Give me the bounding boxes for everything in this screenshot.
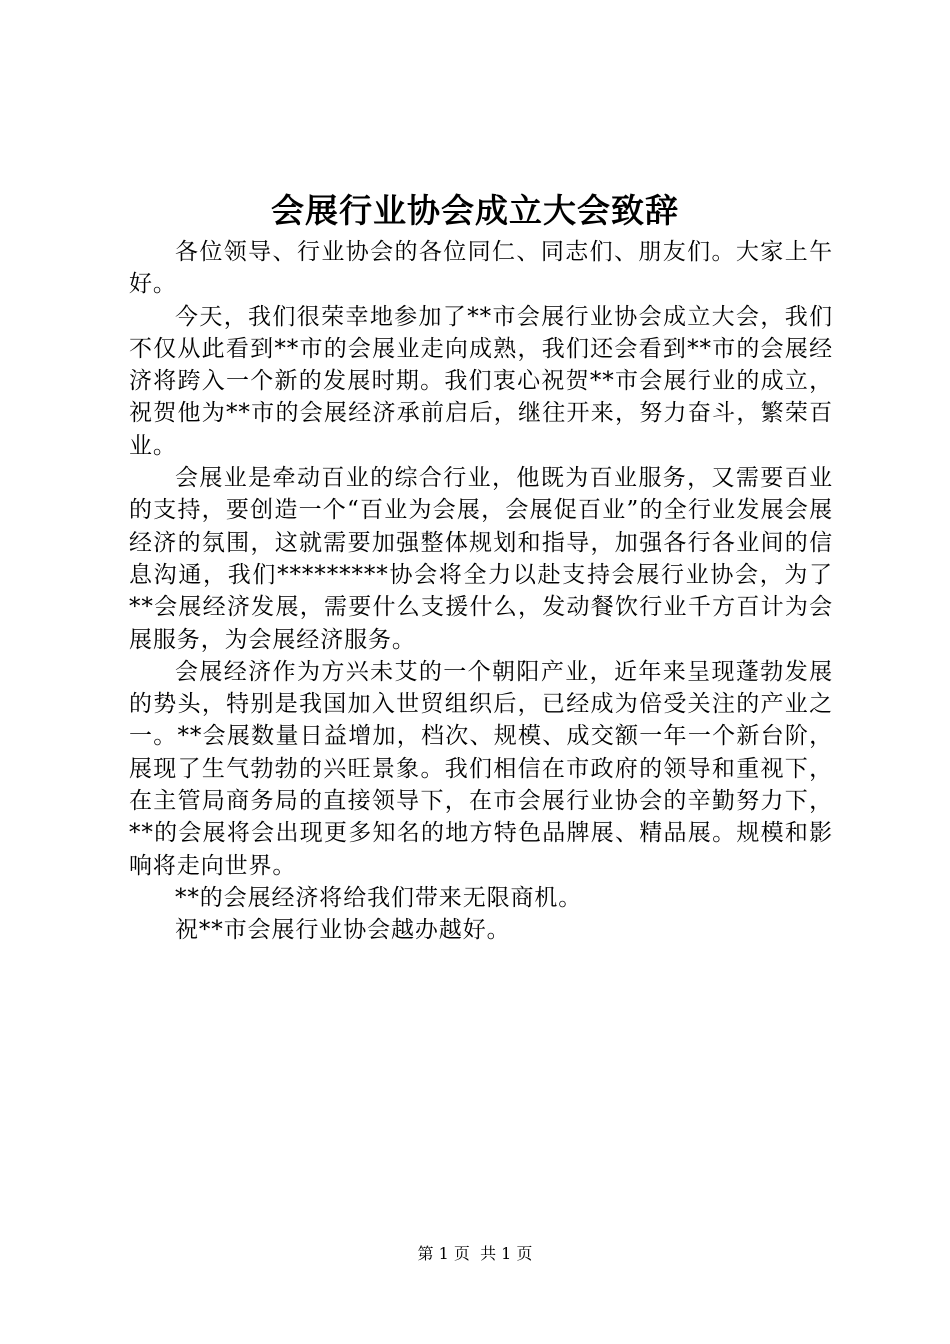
document-body — [129, 236, 833, 947]
page-footer — [0, 1242, 950, 1266]
document-title: 会展行业协会成立大会致辞 — [271, 191, 679, 230]
paragraph-economic-outlook: 会展经济作为方兴未艾的一个朝阳产业，近年来呈现蓬勃发展的势头，特别是我国加入世贸组织后，已经成为倍受关注的产业之一。**会展数量日益增加，档次、规模、成交额一年一个新台阶，展现了生气勃勃的兴旺景象。我们相信在市政府的领导和重视下，在主管局商务局的直接领导下，在市会展行业协会的辛勤努力下，**的会展将会出现更多知名的地方特色品牌展、精品展。规模和影响将走向世界。 — [129, 658, 833, 879]
paragraph-opportunity: **的会展经济将给我们带来无限商机。 — [175, 884, 583, 911]
paragraph-closing-wish: 祝**市会展行业协会越办越好。 — [175, 917, 511, 944]
paragraph-greeting: 各位领导、行业协会的各位同仁、同志们、朋友们。大家上午好。 — [129, 239, 833, 298]
paragraph-congratulations: 今天，我们很荣幸地参加了**市会展行业协会成立大会，我们不仅从此看到**市的会展业走向成熟，我们还会看到**市的会展经济将跨入一个新的发展时期。我们衷心祝贺**市会展行业的成立，祝贺他为**市的会展经济承前启后，继往开来，努力奋斗，繁荣百业。 — [129, 303, 833, 459]
page-number-label: 第 1 页 共 1 页 — [417, 1244, 533, 1263]
paragraph-industry-support: 会展业是牵动百业的综合行业，他既为百业服务，又需要百业的支持，要创造一个“百业为会展，会展促百业”的全行业发展会展经济的氛围，这就需要加强整体规划和指导，加强各行各业间的信息沟通，我们*********协会将全力以赴支持会展行业协会，为了**会展经济发展，需要什么支援什么，发动餐饮行业千方百计为会展服务，为会展经济服务。 — [129, 465, 833, 653]
